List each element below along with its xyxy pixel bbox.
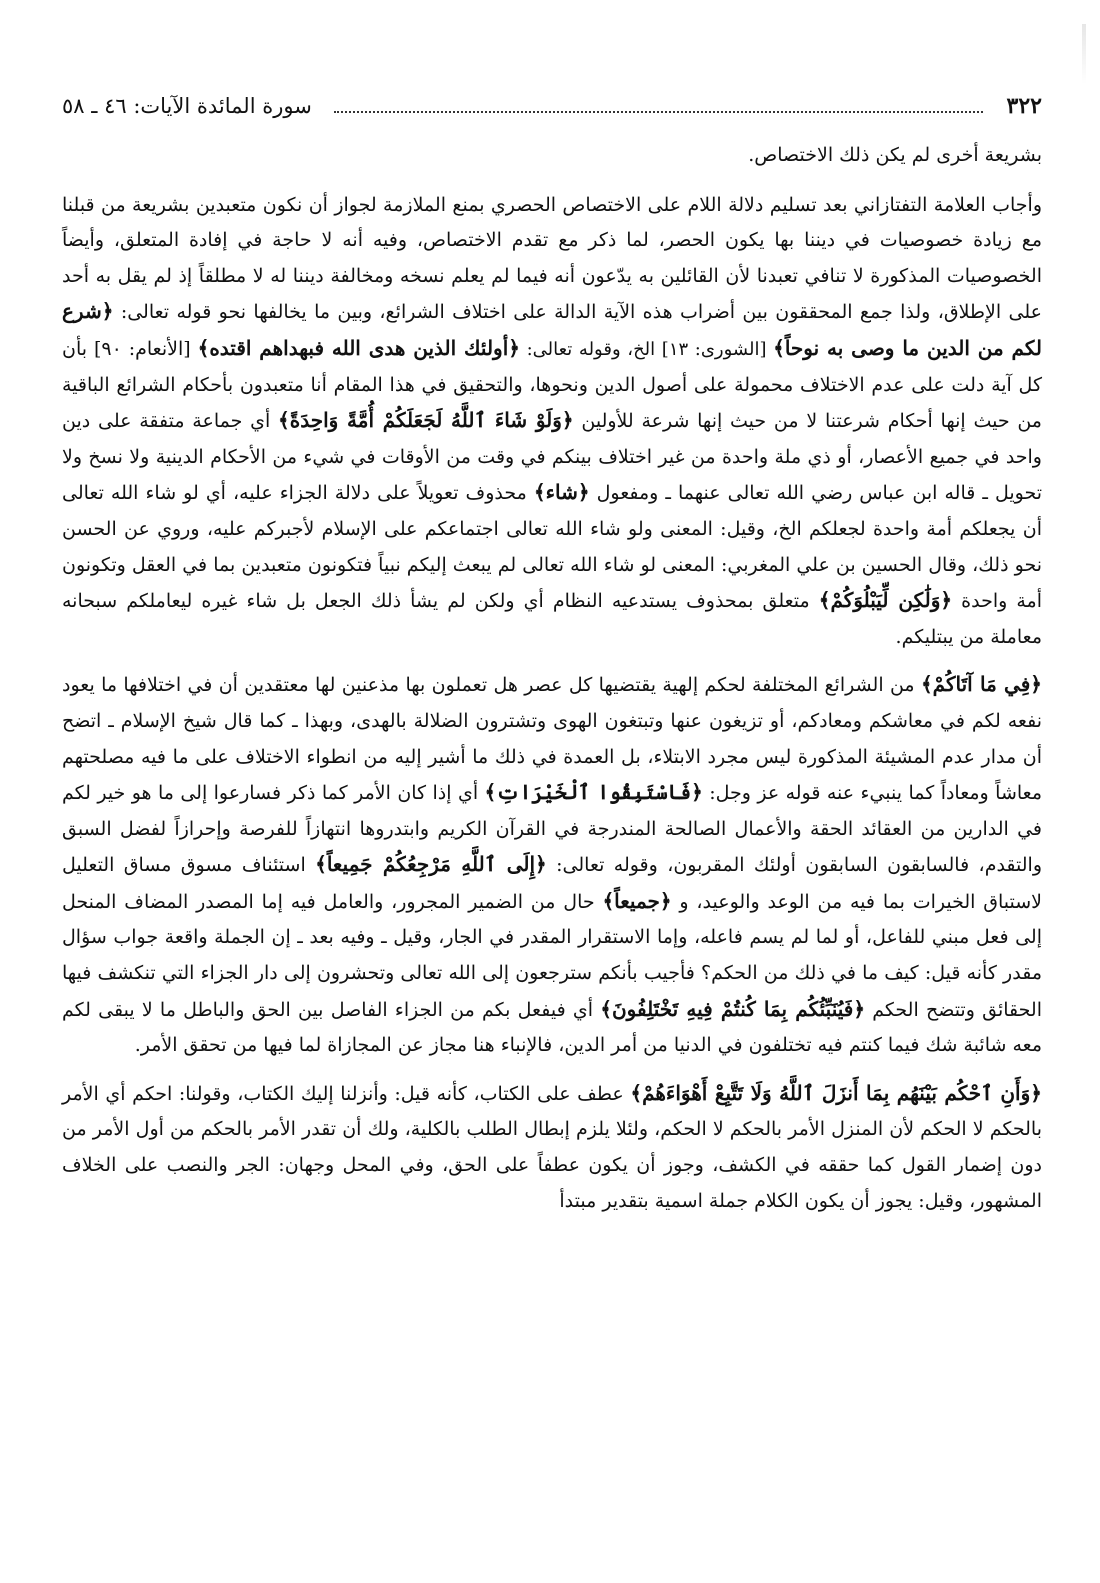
quran-verse: ﴿شاء﴾	[533, 480, 590, 505]
body-text	[62, 138, 1042, 1219]
text-run: أي فيفعل بكم من الجزاء الفاصل بين الحق والباطل ما لا يبقى لكم معه شائبة شك فيما كنتم فيه تختلفون في الدنيا من أمر الدين، فالإنباء هنا مجاز عن المجازاة لما فيها من تحقق الأمر.	[62, 998, 1042, 1057]
quran-verse: ﴿فَيُنَبِّئُكُم بِمَا كُنتُمْ فِيهِ تَخْتَلِفُونَ﴾	[600, 996, 866, 1021]
quran-verse: ﴿فِي مَا آتَاكُمْ﴾	[920, 672, 1043, 697]
quran-verse: ﴿جميعاً﴾	[602, 888, 672, 913]
quran-verse: ﴿شرع لكم من الدين ما وصى به نوحاً﴾	[62, 299, 1042, 360]
quran-verse: ﴿وَأَنِ ٱحْكُم بَيْنَهُم بِمَا أَنزَلَ ٱللَّهُ وَلَا تَتَّبِعْ أَهْوَاءَهُمْ﴾	[630, 1080, 1042, 1105]
text-run: [الأنعام: ٩٠] بأن كل آية دلت على عدم الاختلاف محمولة على أصول الدين ونحوها، والتحقيق في هذا المقام أنا متعبدون بأحكام الشرائع الباقية من حيث إنها أحكام شرعتنا لا من حيث إنها شرعة للأولين	[62, 337, 1042, 433]
text-run: استئناف مسوق مساق التعليل لاستباق الخيرات بما فيه من الوعد والوعيد، و	[62, 854, 1043, 913]
running-title: سورة المائدة الآيات: ٤٦ ـ ٥٨	[62, 94, 312, 118]
quran-verse: ﴿أولئك الذين هدى الله فبهداهم اقتده﴾	[197, 335, 520, 360]
text-run: وأجاب العلامة التفتازاني بعد تسليم دلالة اللام على الاختصاص الحصري بمنع الملازمة لجواز أن نكون متعبدين بشريعة من قبلنا مع زيادة خصوصيات في ديننا بها يكون الحصر، لما ذكر مع تقدم الاختصاص، وفيه أنه لا حاجة في إفادة المتعلق، وأيضاً الخصوصيات المذكورة لا تنافي تعبدنا لأن القائلين به يدّعون أنه فيما لم يعلم نسخه ومخالفة ديننا له لا مطلقاً إذ لم يقل به أحد على الإطلاق، ولذا جمع المحققون بين أضراب هذه الآية الدالة على اختلاف الشرائع، وبين ما يخالفها نحو قوله تعالى:	[62, 193, 1042, 324]
header-dotted-leader	[334, 111, 983, 113]
quran-verse: ﴿فَاسْتَبِقُوا ٱلْخَيْرَاتِ﴾	[484, 780, 703, 805]
paragraph-3	[62, 667, 1042, 1064]
text-run: بشريعة أخرى لم يكن ذلك الاختصاص.	[748, 144, 1042, 166]
text-run: متعلق بمحذوف يستدعيه النظام أي ولكن لم يشأ ذلك الجعل بل شاء غيره ليعاملكم سبحانه معاملة من يبتليكم.	[62, 590, 1042, 648]
text-run: محذوف تعويلاً على دلالة الجزاء عليه، أي لو شاء الله تعالى أن يجعلكم أمة واحدة لجعلكم الخ، وقيل: المعنى ولو شاء الله تعالى اجتماعكم على الإسلام لأجبركم عليه، وروي عن الحسن نحو ذلك، وقال الحسين بن علي المغربي: المعنى لو شاء الله تعالى لم يبعث إليكم نبياً فتكونون متعبدين بما في العقل وتكونون أمة واحدة	[62, 482, 1042, 613]
paragraph-1	[62, 138, 1042, 174]
quran-verse: ﴿وَلَوْ شَاءَ ٱللَّهُ لَجَعَلَكُمْ أُمَّةً وَاحِدَةً﴾	[278, 408, 574, 433]
paragraph-4	[62, 1076, 1042, 1219]
scan-edge-mark	[1082, 24, 1086, 84]
text-run: حال من الضمير المجرور، والعامل فيه إما المصدر المضاف المنحل إلى فعل مبني للفاعل، أو لما لم يسم فاعله، وإما الاستقرار المقدر في الجار، وقيل ـ وفيه بعد ـ إن الجملة واقعة جواب سؤال مقدر كأنه قيل: كيف ما في ذلك من الحكم؟ فأجيب بأنكم سترجعون إلى الله تعالى وتحشرون إلى دار الجزاء التي تنكشف فيها الحقائق وتتضح الحكم	[62, 890, 1042, 1021]
page-header	[62, 86, 1042, 126]
paragraph-2	[62, 188, 1042, 656]
text-run: عطف على الكتاب، كأنه قيل: وأنزلنا إليك الكتاب، وقولنا: احكم أي الأمر بالحكم لا الحكم لأن المنزل الأمر بالحكم لا الحكم، ولئلا يلزم إبطال الطلب بالكلية، ولك أن تقدر الأمر بالحكم من أول الأمر من دون إضمار القول كما حققه في الكشف، وجوز أن يكون عطفاً على الحق، وفي المحل وجهان: الجر والنصب على الخلاف المشهور، وقيل: يجوز أن يكون الكلام جملة اسمية بتقدير مبتدأ	[62, 1082, 1042, 1212]
text-run: أي إذا كان الأمر كما ذكر فسارعوا إلى ما هو خير لكم في الدارين من العقائد الحقة والأعمال الصالحة المندرجة في القرآن الكريم وابتدروها انتهازاً للفرصة وإحرازاً لفضل السبق والتقدم، فالسابقون السابقون أولئك المقربون، وقوله تعالى:	[62, 782, 1043, 877]
verse-reference: [الشورى: ١٣] الخ، وقوله تعالى:	[519, 338, 774, 360]
text-run: من الشرائع المختلفة لحكم إلهية يقتضيها كل عصر هل تعملون بها مذعنين لها معتقدين أن في اختلافها ما يعود نفعه لكم في معاشكم ومعادكم، أو تزيغون عنها وتبتغون الهوى وتشترون الضلالة بالهدى، وبهذا ـ كما قال شيخ الإسلام ـ اتضح أن مدار عدم المشيئة المذكورة ليس مجرد الابتلاء، بل العمدة في ذلك ما أشير إليه من انطواء الاختلاف على ما فيه مصلحتهم معاشاً ومعاداً كما ينبيء عنه قوله عز وجل:	[62, 674, 1042, 805]
quran-verse: ﴿وَلَٰكِن لِّيَبْلُوَكُمْ﴾	[818, 588, 953, 613]
quran-verse: ﴿إِلَى ٱللَّهِ مَرْجِعُكُمْ جَمِيعاً﴾	[315, 852, 547, 877]
page-number: ٣٢٢	[1006, 93, 1042, 119]
text-run: أي جماعة متفقة على دين واحد في جميع الأعصار، أو ذي ملة واحدة من غير اختلاف بينكم في وقت من الأوقات في شيء من الأحكام الدينية ولا نسخ ولا تحويل ـ قاله ابن عباس رضي الله تعالى عنهما ـ ومفعول	[62, 410, 1042, 505]
